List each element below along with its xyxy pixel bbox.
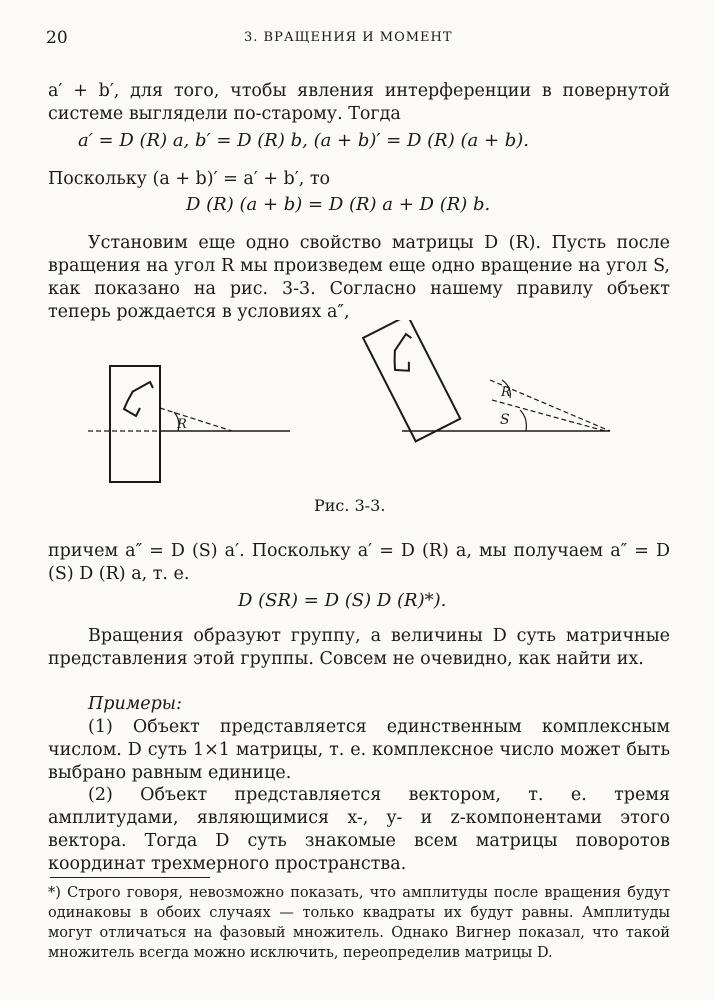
- detector-frame-right: [363, 320, 460, 441]
- figure-caption: Рис. 3-3.: [314, 496, 386, 515]
- equation-1: a′ = D (R) a, b′ = D (R) b, (a + b)′ = D (R) (a + b).: [78, 130, 530, 151]
- angle-label-r-right: R: [501, 385, 511, 400]
- angle-label-s-right: S: [500, 412, 510, 428]
- equation-3: D (SR) = D (S) D (R)*).: [238, 590, 447, 611]
- footnote: *) Строго говоря, невозможно показать, что амплитуды после вращения будут одинаковы в обоих случаях — только квадраты их будут равны. Амплитуды могут отличаться на фазовый множитель. Однако Вигнер показал, что такой множитель всегда можно исключить, переопределив матрицы D.: [48, 885, 670, 961]
- rotated-axis-left: [160, 408, 232, 431]
- detector-frame-left: [110, 366, 160, 482]
- object-shape-left: [124, 382, 153, 416]
- paragraph-intro: a′ + b′, для того, чтобы явления интерференции в повернутой системе выглядели по-старому. Тогда: [48, 81, 670, 124]
- paragraph-group: Вращения образуют группу, а величины D суть матричные представления этой группы. Совсем не очевидно, как найти их.: [48, 626, 670, 669]
- equation-2: D (R) (a + b) = D (R) a + D (R) b.: [186, 194, 491, 215]
- example-2: (2) Объект представляется вектором, т. е. тремя амплитудами, являющимися x-, y- и z-компонентами этого вектора. Тогда D суть знакомые всем матрицы поворотов координат трехмерного пространства.: [48, 785, 670, 874]
- paragraph-since: Поскольку (a + b)′ = a′ + b′, то: [48, 169, 331, 189]
- examples-heading: Примеры:: [88, 694, 182, 714]
- object-shape-right: [383, 333, 424, 376]
- running-head: 3. ВРАЩЕНИЯ И МОМЕНТ: [244, 30, 453, 45]
- angle-arc-right-s: [520, 410, 526, 431]
- example-1: (1) Объект представляется единственным комплексным числом. D суть 1×1 матрицы, т. е. комплексное число может быть выбрано равным единице.: [48, 717, 670, 783]
- figure-rotation-diagram: [0, 320, 715, 495]
- footnote-rule: [50, 877, 210, 878]
- paragraph-product: причем a″ = D (S) a′. Поскольку a′ = D (R) a, мы получаем a″ = D (S) D (R) a, т. е.: [48, 541, 670, 584]
- paragraph-property: Установим еще одно свойство матрицы D (R). Пусть после вращения на угол R мы произведем еще одно вращение на угол S, как показано на рис. 3-3. Согласно нашему правилу объект теперь рождается в условиях a″,: [48, 233, 670, 322]
- angle-label-r-left: R: [177, 417, 187, 432]
- page-number: 20: [46, 28, 68, 48]
